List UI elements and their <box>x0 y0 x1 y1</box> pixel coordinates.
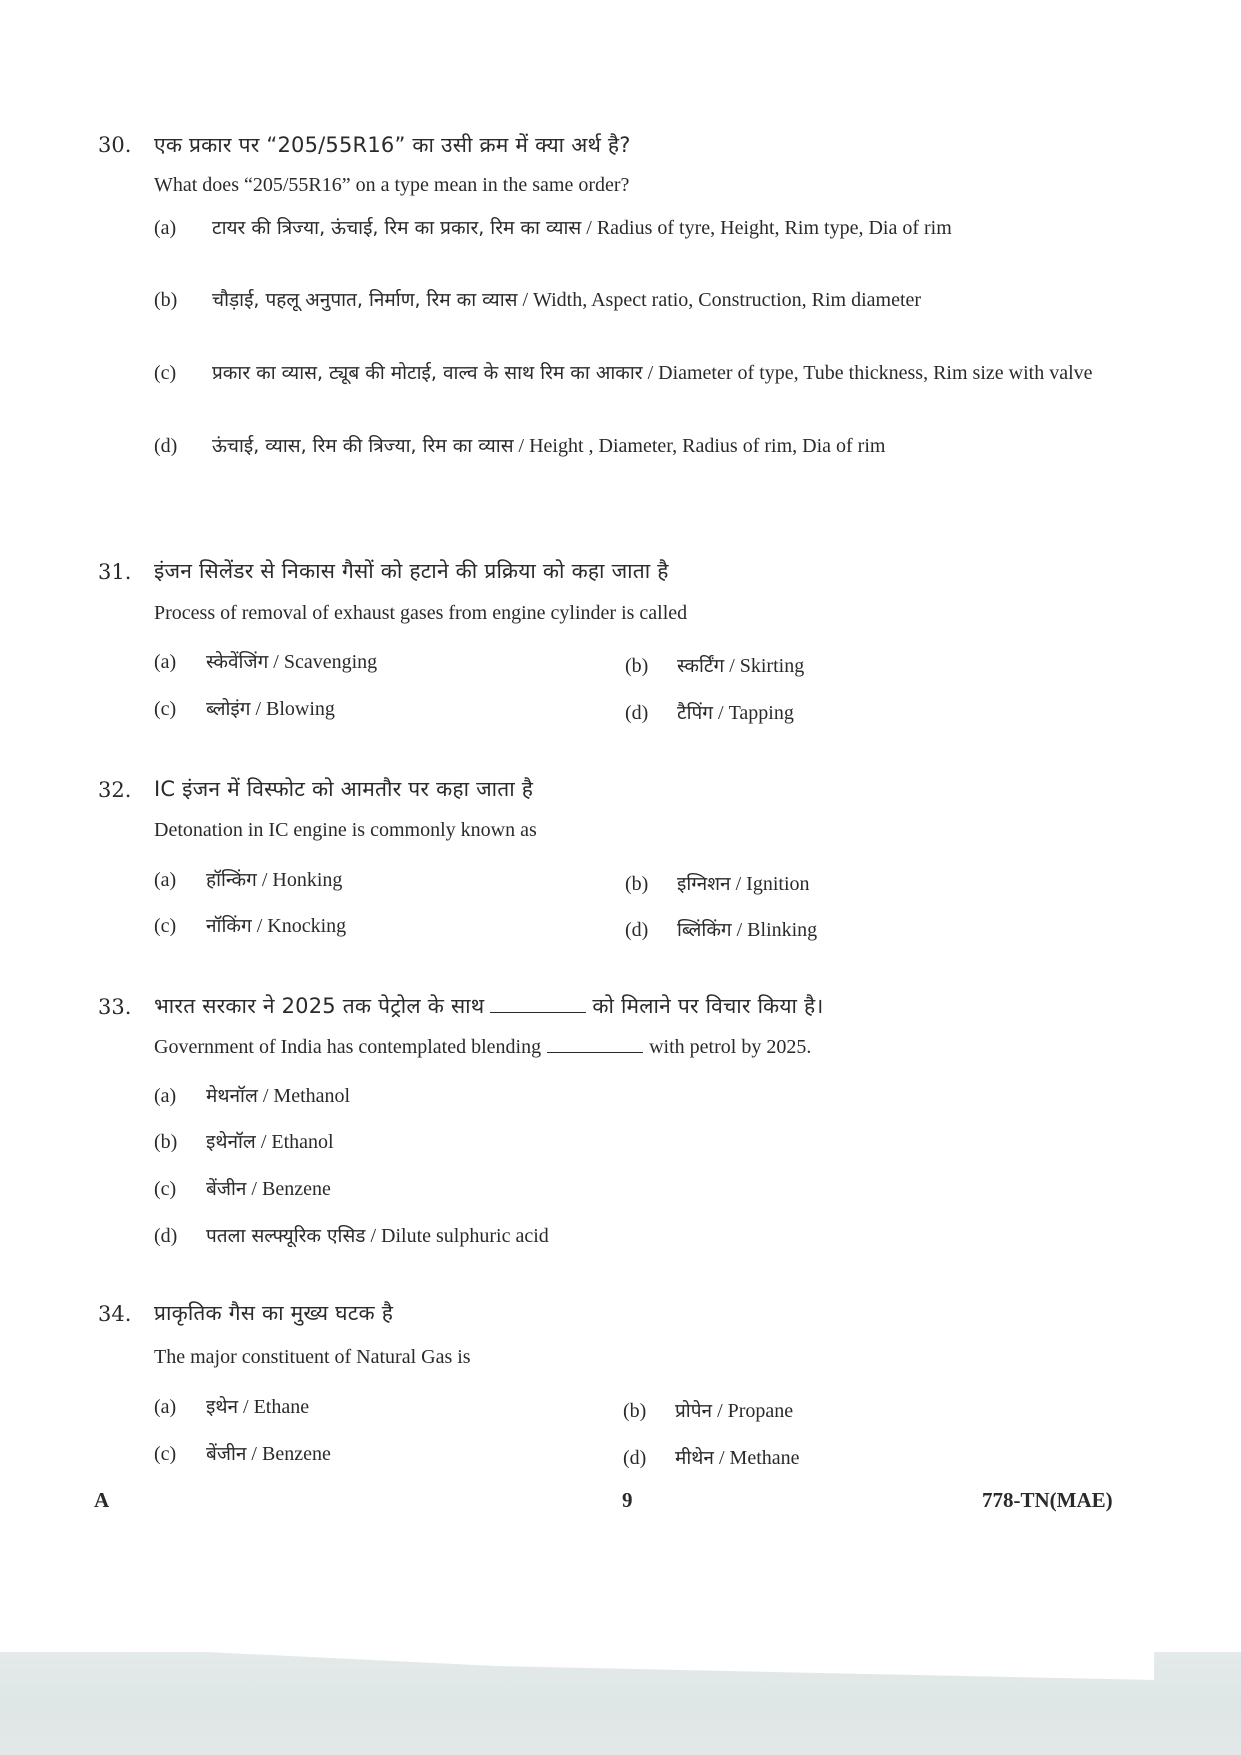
option-a <box>154 1393 309 1419</box>
option-label: (c) <box>154 362 177 384</box>
option-text-english: Scavenging <box>283 651 378 673</box>
option-text-english: Width, Aspect ratio, Construction, Rim diameter <box>533 289 922 311</box>
option-text-hindi: पतला सल्फ्यूरिक एसिड <box>206 1225 366 1247</box>
option-text-hindi: ऊंचाई, व्यास, रिम की त्रिज्या, रिम का व्यास <box>212 435 514 457</box>
option-text-hindi: हॉन्किंग <box>206 869 257 891</box>
question-number: 33. <box>98 995 132 1019</box>
separator: / <box>713 702 729 724</box>
option-label: (d) <box>625 919 649 941</box>
question-number: 30. <box>98 133 132 157</box>
option-text-hindi: प्रकार का व्यास, ट्यूब की मोटाई, वाल्व के साथ रिम का आकार <box>212 362 643 384</box>
separator: / <box>246 1178 262 1200</box>
option-label: (c) <box>154 1178 177 1200</box>
question-text-english <box>154 1036 811 1059</box>
footer-page-number: 9 <box>622 1488 633 1512</box>
separator: / <box>730 873 747 895</box>
option-d <box>623 1444 800 1470</box>
option-b <box>154 1128 334 1154</box>
option-b <box>623 1397 793 1423</box>
question-text-hindi: इंजन सिलेंडर से निकास गैसों को हटाने की प्रक्रिया को कहा जाता है <box>154 559 669 583</box>
separator: / <box>517 289 534 311</box>
option-c <box>154 912 346 938</box>
option-b <box>625 652 804 678</box>
option-text-english: Ignition <box>746 873 810 895</box>
question-number: 31. <box>98 560 132 584</box>
option-d <box>154 432 1114 461</box>
option-text-english: Ethane <box>253 1396 310 1418</box>
option-text-english: Ethanol <box>271 1131 334 1153</box>
question-number: 32. <box>98 778 132 802</box>
option-text-english: Dilute sulphuric acid <box>381 1225 549 1247</box>
option-text-hindi: स्केवेंजिंग <box>206 651 269 673</box>
option-label: (b) <box>623 1400 647 1422</box>
option-label: (d) <box>154 435 178 457</box>
separator: / <box>255 1131 272 1153</box>
separator: / <box>256 869 273 891</box>
question-text-english: Process of removal of exhaust gases from engine cylinder is called <box>154 602 688 624</box>
option-a <box>154 648 377 674</box>
question-text-english-before: Government of India has contemplated blending <box>154 1036 542 1058</box>
option-label: (d) <box>623 1447 647 1469</box>
separator: / <box>712 1400 728 1422</box>
option-text-hindi: इथेनॉल <box>206 1131 256 1153</box>
option-label: (c) <box>154 698 177 720</box>
option-text-english: Tapping <box>728 702 794 724</box>
question-text-hindi-after: को मिलाने पर विचार किया है। <box>592 994 824 1018</box>
option-b <box>625 870 810 896</box>
option-c <box>154 1440 331 1466</box>
option-label: (d) <box>154 1225 178 1247</box>
question-text-hindi-before: भारत सरकार ने 2025 तक पेट्रोल के साथ <box>154 994 485 1018</box>
option-text-english: Propane <box>727 1400 794 1422</box>
option-text-english: Blowing <box>266 698 335 720</box>
option-label: (b) <box>625 873 649 895</box>
option-text-hindi: बेंजीन <box>206 1178 247 1200</box>
separator: / <box>731 919 748 941</box>
option-text-hindi: टैपिंग <box>677 702 713 724</box>
fill-in-blank <box>490 996 586 1013</box>
option-text-english: Blinking <box>747 919 818 941</box>
question-text-hindi: IC इंजन में विस्फोट को आमतौर पर कहा जाता है <box>154 777 534 801</box>
option-label: (a) <box>154 1085 177 1107</box>
separator: / <box>713 1447 730 1469</box>
option-text-hindi: प्रोपेन <box>675 1400 713 1422</box>
option-c <box>154 1175 331 1201</box>
footer-paper-code: 778-TN(MAE) <box>982 1488 1113 1512</box>
option-text-english: Methanol <box>273 1085 351 1107</box>
option-a <box>154 214 1114 243</box>
question-text-english-after: with petrol by 2025. <box>649 1036 812 1058</box>
option-text-hindi: इग्निशन <box>677 873 731 895</box>
option-text-english: Knocking <box>267 915 347 937</box>
separator: / <box>513 435 530 457</box>
option-text-english: Diameter of type, Tube thickness, Rim size with valve <box>658 362 1093 384</box>
option-text-english: Height , Diameter, Radius of rim, Dia of rim <box>529 435 886 457</box>
option-text-english: Methane <box>729 1447 800 1469</box>
option-a <box>154 866 342 892</box>
option-label: (b) <box>154 289 178 311</box>
question-text-hindi: प्राकृतिक गैस का मुख्य घटक है <box>154 1301 394 1325</box>
option-text-hindi: मेथनॉल <box>206 1085 258 1107</box>
option-text-english: Benzene <box>261 1178 331 1200</box>
option-label: (a) <box>154 1396 177 1418</box>
option-text-hindi: इथेन <box>206 1396 239 1418</box>
separator: / <box>268 651 284 673</box>
fill-in-blank <box>547 1036 643 1053</box>
question-text-hindi: एक प्रकार पर “205/55R16” का उसी क्रम में क्या अर्थ है? <box>154 133 631 157</box>
option-text-hindi: मीथेन <box>675 1447 714 1469</box>
option-label: (a) <box>154 869 177 891</box>
option-label: (a) <box>154 217 177 239</box>
option-text-hindi: चौड़ाई, पहलू अनुपात, निर्माण, रिम का व्यास <box>212 289 518 311</box>
option-text-english: Radius of tyre, Height, Rim type, Dia of rim <box>596 217 952 239</box>
option-c <box>154 359 1114 388</box>
option-d <box>625 699 794 725</box>
separator: / <box>246 1443 262 1465</box>
question-number: 34. <box>98 1302 132 1326</box>
option-text-hindi: टायर की त्रिज्या, ऊंचाई, रिम का प्रकार, रिम का व्यास <box>212 217 582 239</box>
separator: / <box>581 217 597 239</box>
question-text-english: The major constituent of Natural Gas is <box>154 1346 471 1368</box>
option-d <box>154 1222 549 1248</box>
option-c <box>154 695 335 721</box>
option-label: (c) <box>154 915 177 937</box>
separator: / <box>250 698 266 720</box>
option-label: (c) <box>154 1443 177 1465</box>
option-text-hindi: नॉकिंग <box>206 915 252 937</box>
option-d <box>625 916 817 942</box>
option-label: (b) <box>154 1131 178 1153</box>
option-text-hindi: बेंजीन <box>206 1443 247 1465</box>
option-label: (a) <box>154 651 177 673</box>
separator: / <box>365 1225 382 1247</box>
option-b <box>154 286 1114 315</box>
option-text-english: Honking <box>272 869 343 891</box>
option-text-hindi: ब्लिंकिंग <box>677 919 732 941</box>
option-label: (b) <box>625 655 649 677</box>
option-a <box>154 1082 350 1108</box>
question-text-english: What does “205/55R16” on a type mean in the same order? <box>154 174 630 196</box>
separator: / <box>238 1396 254 1418</box>
footer-series: A <box>94 1488 110 1512</box>
option-label: (d) <box>625 702 649 724</box>
option-text-english: Skirting <box>739 655 805 677</box>
option-text-english: Benzene <box>261 1443 331 1465</box>
separator: / <box>642 362 659 384</box>
separator: / <box>257 1085 274 1107</box>
separator: / <box>724 655 740 677</box>
question-text-hindi <box>154 992 824 1020</box>
option-text-hindi: ब्लोइंग <box>206 698 251 720</box>
question-text-english: Detonation in IC engine is commonly known as <box>154 819 537 841</box>
separator: / <box>251 915 268 937</box>
option-text-hindi: स्कर्टिंग <box>677 655 725 677</box>
